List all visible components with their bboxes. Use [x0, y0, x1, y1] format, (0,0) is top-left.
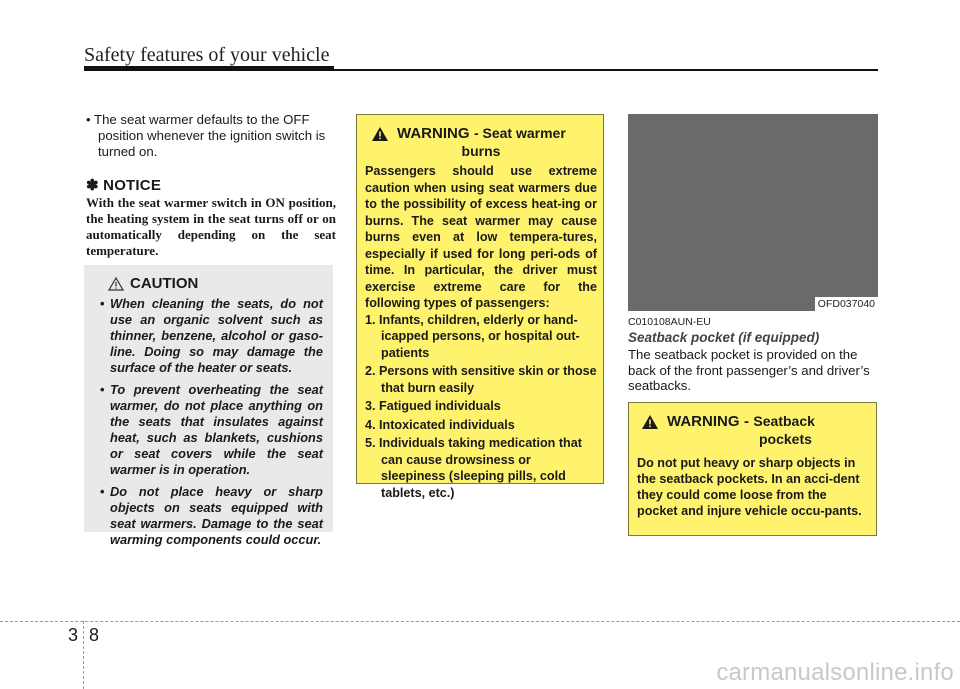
header-rule-thin [334, 69, 878, 71]
footer-divider [83, 621, 84, 689]
notice-heading [86, 176, 161, 194]
passenger-list-item: 2. Persons with sensitive skin or those that burn easily [365, 364, 597, 395]
caution-item: • To prevent overheating the seat warmer, do not place anything on the seats that insulates against heat, such as blankets, cushions or seat covers while the seat warmer is in operation. [96, 382, 323, 478]
warning-body: Passengers should use extreme caution when using seat warmers due to the possibility of excess heat-ing or burns. The seat warmer may cause burns even at low tempera-tures, especially if used for long peri-ods of time. In particular, the driver must exercise extreme care for the following types of passengers: [365, 164, 597, 310]
warning-subtitle: - Seat warmer [473, 125, 566, 141]
notice-title: NOTICE [103, 177, 162, 194]
caution-list [96, 296, 323, 548]
caution-item: • Do not place heavy or sharp objects on seats equipped with seat warmers. Damage to the seat warming components could occur. [96, 484, 323, 548]
warning2-subtitle-line2: pockets [759, 431, 812, 447]
page-header-title: Safety features of your vehicle [84, 44, 330, 66]
warning2-subtitle: Seatback [753, 413, 815, 429]
header-rule-thick [84, 66, 334, 71]
warning-title: WARNING [397, 125, 470, 142]
caution-triangle-icon [108, 277, 124, 291]
warning2-dash: - [743, 413, 749, 430]
passenger-list-item: 1. Infants, children, elderly or hand-icapped persons, or hospital out-patients [365, 312, 580, 360]
photo-label: OFD037040 [815, 297, 878, 311]
warning-subtitle-line2: burns [461, 143, 501, 159]
caution-title: CAUTION [130, 275, 199, 292]
chapter-number: 3 [68, 625, 79, 645]
caution-box [84, 265, 333, 547]
watermark: carmanualsonline.info [716, 659, 954, 686]
warning2-body: Do not put heavy or sharp objects in the seatback pockets. In an acci-dent they could come loose from the pocket and injure vehicle occu-pants. [637, 456, 862, 518]
page-number: 8 [89, 625, 100, 645]
seatback-pocket-photo [628, 114, 878, 311]
passenger-list-item: 3. Fatigued individuals [365, 399, 501, 413]
seat-warmer-warning-box [356, 114, 604, 500]
footer-rule [0, 621, 960, 622]
caution-item: • When cleaning the seats, do not use an organic solvent such as thinner, benzene, alcohol or gaso-line. Doing so may damage the surface of the heater or seats. [96, 296, 323, 376]
seat-warmer-default-bullet: • The seat warmer defaults to the OFF position whenever the ignition switch is turned on. [86, 112, 326, 159]
warning2-header [641, 413, 868, 449]
passenger-list [365, 312, 597, 502]
warning-header [371, 125, 597, 143]
notice-body: With the seat warmer switch in ON position, the heating system in the seat turns off or on automatically depending on the seat temperature. [86, 195, 336, 258]
passenger-list-item: 4. Intoxicated individuals [365, 417, 515, 432]
section-body: The seatback pocket is provided on the back of the front passenger’s and driver’s seatbacks. [628, 347, 870, 393]
passenger-list-item: 5. Individuals taking medication that can cause drowsiness or sleepiness (sleeping pills, cold tablets, etc.) [365, 436, 582, 500]
warning-triangle-icon [371, 126, 389, 142]
warning-triangle-icon [641, 414, 659, 430]
notice-symbol: ✽ [86, 177, 99, 194]
seatback-warning-box [628, 402, 877, 536]
section-heading: Seatback pocket (if equipped) [628, 330, 820, 345]
caution-header [108, 275, 323, 292]
section-code: C010108AUN-EU [628, 316, 711, 328]
warning2-title: WARNING [667, 413, 740, 430]
